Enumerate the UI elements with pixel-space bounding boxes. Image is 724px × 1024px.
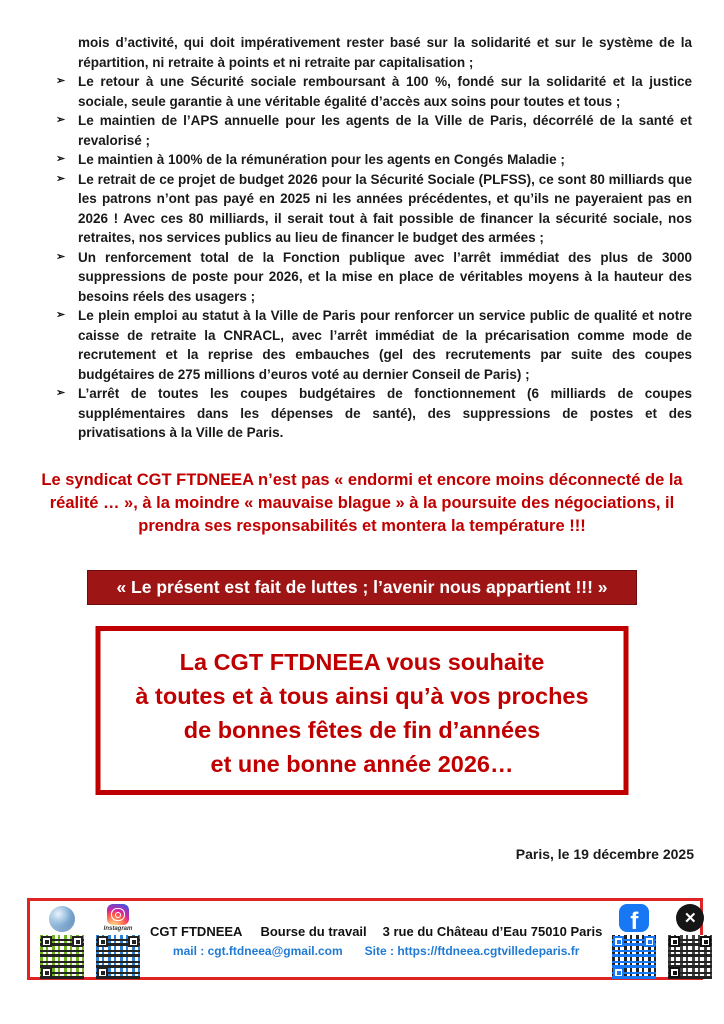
warning-paragraph: Le syndicat CGT FTDNEEA n’est pas « endormi et encore moins déconnecté de la réalité … », à la moindre « mauvaise blague » à la poursuite des négociations, il prendra ses responsabilités et montera la température !!! xyxy=(41,470,683,535)
wishes-box xyxy=(96,626,629,795)
arrow-bullet-icon: ➢ xyxy=(56,250,66,263)
instagram-caption: Instagram xyxy=(103,926,133,932)
dateline: Paris, le 19 décembre 2025 xyxy=(515,846,694,862)
footer-address-line xyxy=(142,924,610,939)
mail-address: cgt.ftdneea@gmail.com xyxy=(207,944,343,958)
list-item-text: Le retour à une Sécurité sociale remboursant à 100 %, fondé sur la solidarité et la justice sociale, seule garantie à une véritable égalité d’accès aux soins pour toutes et tous ; xyxy=(78,74,692,109)
org-venue: Bourse du travail xyxy=(260,924,367,939)
arrow-bullet-icon: ➢ xyxy=(56,387,66,399)
site-label: Site : xyxy=(364,944,394,958)
site-url: https://ftdneea.cgtvilledeparis.fr xyxy=(397,944,580,958)
list-item-text: Le maintien de l’APS annuelle pour les agents de la Ville de Paris, décorrélé de la santé et revalorisé ; xyxy=(78,113,692,148)
instagram-qr-column xyxy=(94,904,142,979)
globe-icon xyxy=(49,906,75,932)
list-item-text: Le maintien à 100% de la rémunération pour les agents en Congés Maladie ; xyxy=(78,152,565,167)
wishes-line: et une bonne année 2026… xyxy=(210,751,514,777)
facebook-icon: f xyxy=(619,904,649,932)
footer-left-icons xyxy=(30,901,142,979)
list-item xyxy=(55,306,692,384)
list-item-text: L’arrêt de toutes les coupes budgétaires de fonctionnement (6 milliards de coupes supplémentaires dans les dépenses de santé), des suppressions de postes et des privatisations à la Ville de Paris. xyxy=(78,386,692,440)
demands-list xyxy=(55,72,692,443)
wishes-line: de bonnes fêtes de fin d’années xyxy=(183,717,541,743)
org-name: CGT FTDNEEA xyxy=(150,924,243,939)
body-text xyxy=(55,33,692,443)
mail-label: mail : xyxy=(172,944,205,958)
list-item xyxy=(55,384,692,443)
instagram-icon xyxy=(107,904,129,925)
website-qr-column xyxy=(38,904,86,979)
footer xyxy=(27,898,703,980)
qr-code-x xyxy=(668,935,712,979)
list-item xyxy=(55,72,692,111)
wishes-line: à toutes et à tous ainsi qu’à vos proches xyxy=(135,683,589,709)
slogan-banner: « Le présent est fait de luttes ; l’avenir nous appartient !!! » xyxy=(87,570,637,605)
facebook-qr-column xyxy=(610,904,658,979)
footer-links-line xyxy=(142,944,610,958)
x-qr-column xyxy=(666,904,714,979)
qr-code-instagram xyxy=(96,935,140,979)
list-item xyxy=(55,248,692,307)
arrow-bullet-icon: ➢ xyxy=(56,114,66,126)
site-link[interactable] xyxy=(365,944,580,958)
x-twitter-icon: ✕ xyxy=(676,904,704,932)
list-item xyxy=(55,150,692,170)
arrow-bullet-icon: ➢ xyxy=(56,75,66,87)
org-address: 3 rue du Château d’Eau 75010 Paris xyxy=(382,924,603,939)
qr-code-website xyxy=(40,935,84,979)
list-item xyxy=(55,170,692,248)
footer-contact-block xyxy=(142,901,610,958)
list-item-text: Un renforcement total de la Fonction publique avec l’arrêt immédiat des plus de 3000 suppressions de poste pour 2026, et la mise en place de véritables moyens à la hauteur des besoins réels des usagers ; xyxy=(78,249,692,304)
list-item-text: Le plein emploi au statut à la Ville de Paris pour renforcer un service public de qualité et notre caisse de retraite la CNRACL, avec l’arrêt immédiat de la précarisation comme mode de recrutement et la reprise des embauches (gel des recrutements par suite des coupes budgétaires de 275 millions d’euros voté au dernier Conseil de Paris) ; xyxy=(78,308,692,382)
intro-paragraph: mois d’activité, qui doit impérativement rester basé sur la solidarité et sur le système de la répartition, ni retraite à points et ni retraite par capitalisation ; xyxy=(78,35,692,70)
arrow-bullet-icon: ➢ xyxy=(56,172,66,185)
arrow-bullet-icon: ➢ xyxy=(56,309,66,321)
wishes-line: La CGT FTDNEEA vous souhaite xyxy=(179,649,545,675)
footer-right-icons xyxy=(610,901,722,979)
mail-link[interactable] xyxy=(173,944,343,958)
arrow-bullet-icon: ➢ xyxy=(56,153,66,165)
list-item xyxy=(55,111,692,150)
qr-code-facebook xyxy=(612,935,656,979)
list-item-text: Le retrait de ce projet de budget 2026 pour la Sécurité Sociale (PLFSS), ce sont 80 milliards que les patrons n’ont pas payé en 2025 ni les années précédentes, et qu’ils ne payeraient pas en 2026 ! Avec ces 80 milliards, il serait tout à fait possible de financer la sécurité sociale, nos retraites, nos services publics au lieu de financer le budget des armées ; xyxy=(78,171,692,245)
